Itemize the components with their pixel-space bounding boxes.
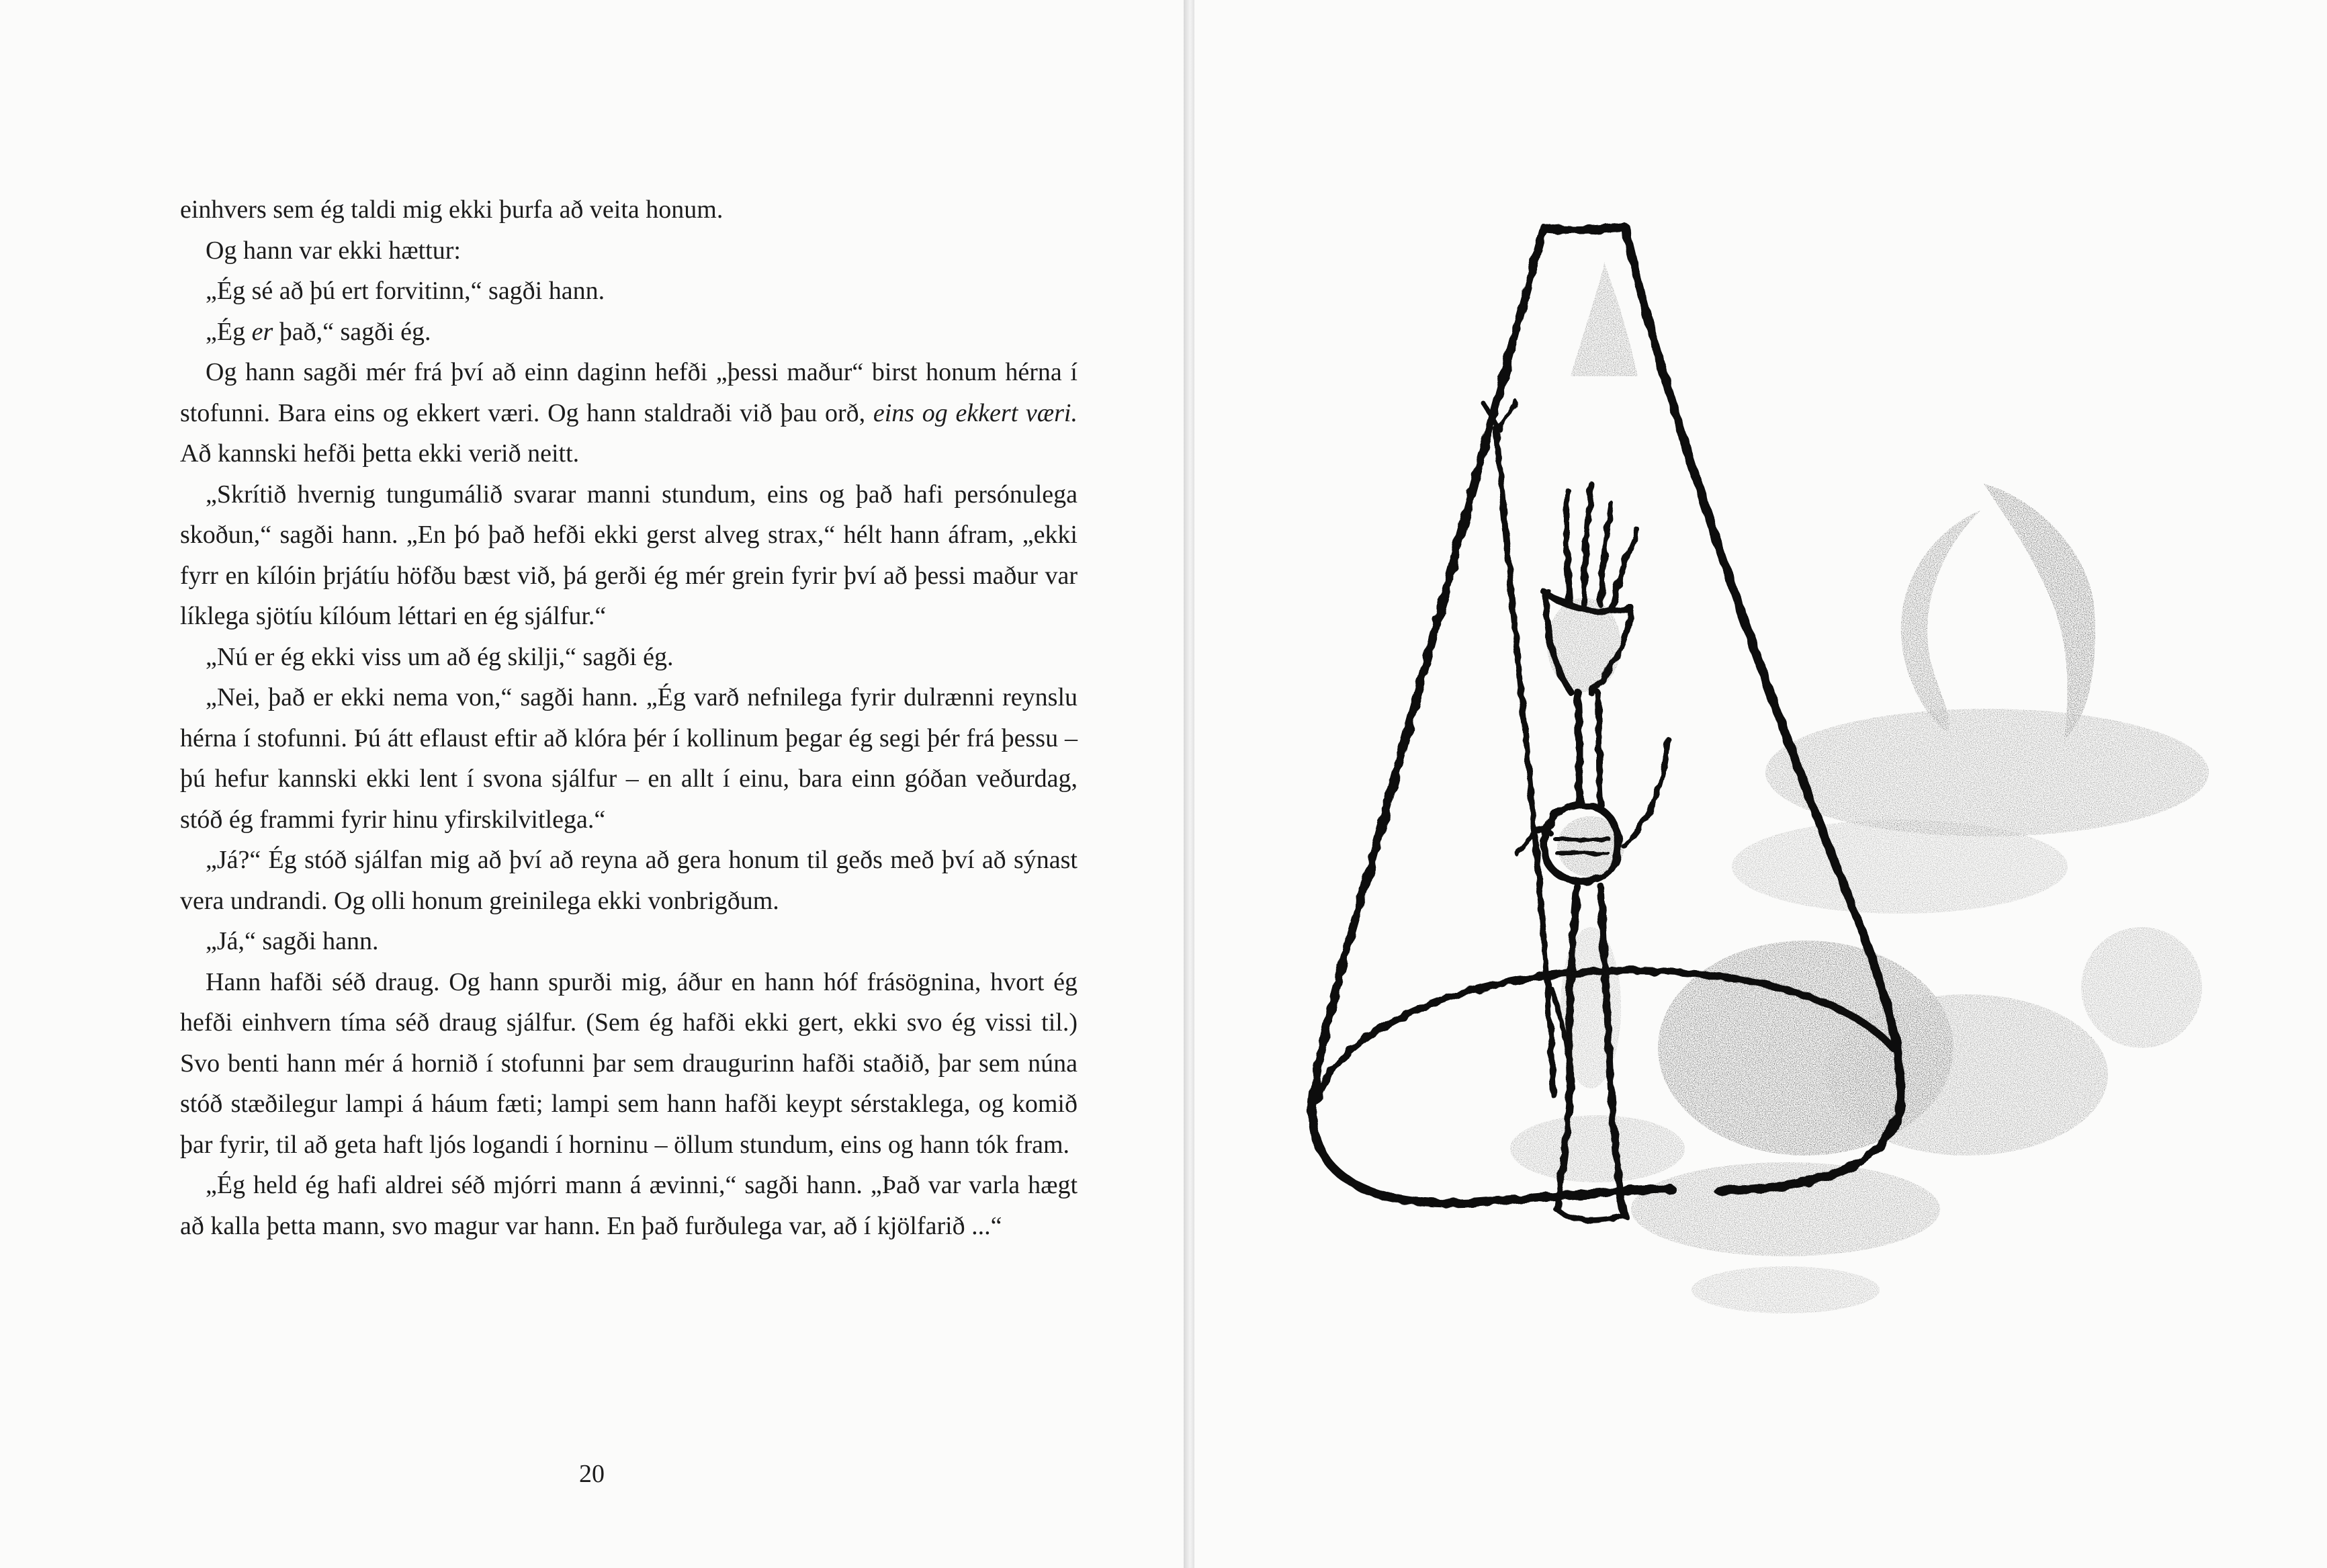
text-segment: „Ég held ég hafi aldrei séð mjórri mann á ævinni,“ sagði hann. „Það var varla hægt að kalla þetta mann, svo magur var hann. En það furðulega var, að í kjölfarið ...“ bbox=[180, 1171, 1078, 1240]
text-segment: Og hann sagði mér frá því að einn daginn hefði „þessi maður“ birst honum hérna í stofunni. Bara eins og ekkert væri. Og hann staldraði við þau orð, bbox=[180, 358, 1078, 427]
text-segment: „Skrítið hvernig tungumálið svarar manni stundum, eins og það hafi persónulega skoðun,“ sagði hann. „En þó það hefði ekki gerst alveg strax,“ hélt hann áfram, „ekki fyrr en kílóin þrjátíu höfðu bæst við, þá gerði ég mér grein fyrir því að þessi maður var líklega sjötíu kílóum léttari en ég sjálfur.“ bbox=[180, 480, 1078, 630]
text-segment: Að kannski hefði þetta ekki verið neitt. bbox=[180, 439, 580, 468]
paragraph-11 bbox=[180, 962, 1078, 1166]
emphasis-text: eins og ekkert væri. bbox=[873, 398, 1078, 427]
paragraph-3 bbox=[180, 271, 1078, 312]
emphasis-text: er bbox=[251, 317, 273, 346]
paragraph-4 bbox=[180, 312, 1078, 353]
paragraph-7 bbox=[180, 637, 1078, 678]
text-segment: „Nei, það er ekki nema von,“ sagði hann. „Ég varð nefnilega fyrir dulrænni reynslu hérna í stofunni. Þú átt eflaust eftir að klóra þér í kollinum þegar ég segi þér frá þessu – þú hefur kannski ekki lent í svona sjálfur – en allt í einu, bara einn góðan veðurdag, stóð ég frammi fyrir hinu yfirskilvitlega.“ bbox=[180, 683, 1078, 834]
paragraph-1 bbox=[180, 189, 1078, 230]
paragraph-12 bbox=[180, 1165, 1078, 1246]
text-segment: „Nú er ég ekki viss um að ég skilji,“ sagði ég. bbox=[206, 642, 674, 671]
body-text bbox=[180, 189, 1078, 1246]
paragraph-5 bbox=[180, 352, 1078, 474]
paragraph-9 bbox=[180, 840, 1078, 921]
paragraph-10 bbox=[180, 921, 1078, 962]
page-number: 20 bbox=[579, 1460, 605, 1488]
text-segment: „Ég sé að þú ert forvitinn,“ sagði hann. bbox=[206, 277, 605, 305]
paragraph-6 bbox=[180, 474, 1078, 637]
text-segment: „Já,“ sagði hann. bbox=[206, 927, 379, 955]
text-segment: Hann hafði séð draug. Og hann spurði mig, áður en hann hóf frásögnina, hvort ég hefði einhvern tíma séð draug sjálfur. (Sem ég hafði ekki gert, ekki svo ég vissi til.) Svo benti hann mér á hornið í stofunni þar sem draugurinn hafði staðið, þar sem núna stóð stæðilegur lampi á háum fæti; lampi sem hann hafði keypt sérstaklega, og komið þar fyrir, til að geta haft ljós logandi í horninu – öllum stundum, eins og hann tók fram. bbox=[180, 967, 1078, 1159]
text-segment: það,“ sagði ég. bbox=[273, 317, 431, 346]
text-segment: Og hann var ekki hættur: bbox=[206, 236, 461, 265]
paragraph-2 bbox=[180, 230, 1078, 271]
text-segment: „Já?“ Ég stóð sjálfan mig að því að reyna að gera honum til geðs með því að sýnast vera undrandi. Og olli honum greinilega ekki vonbrigðum. bbox=[180, 846, 1078, 915]
text-segment: einhvers sem ég taldi mig ekki þurfa að veita honum. bbox=[180, 195, 723, 224]
ghost-lamp-illustration bbox=[1194, 0, 2327, 1568]
book-gutter bbox=[1184, 0, 1194, 1568]
text-segment: „Ég bbox=[206, 317, 252, 346]
paragraph-8 bbox=[180, 677, 1078, 840]
